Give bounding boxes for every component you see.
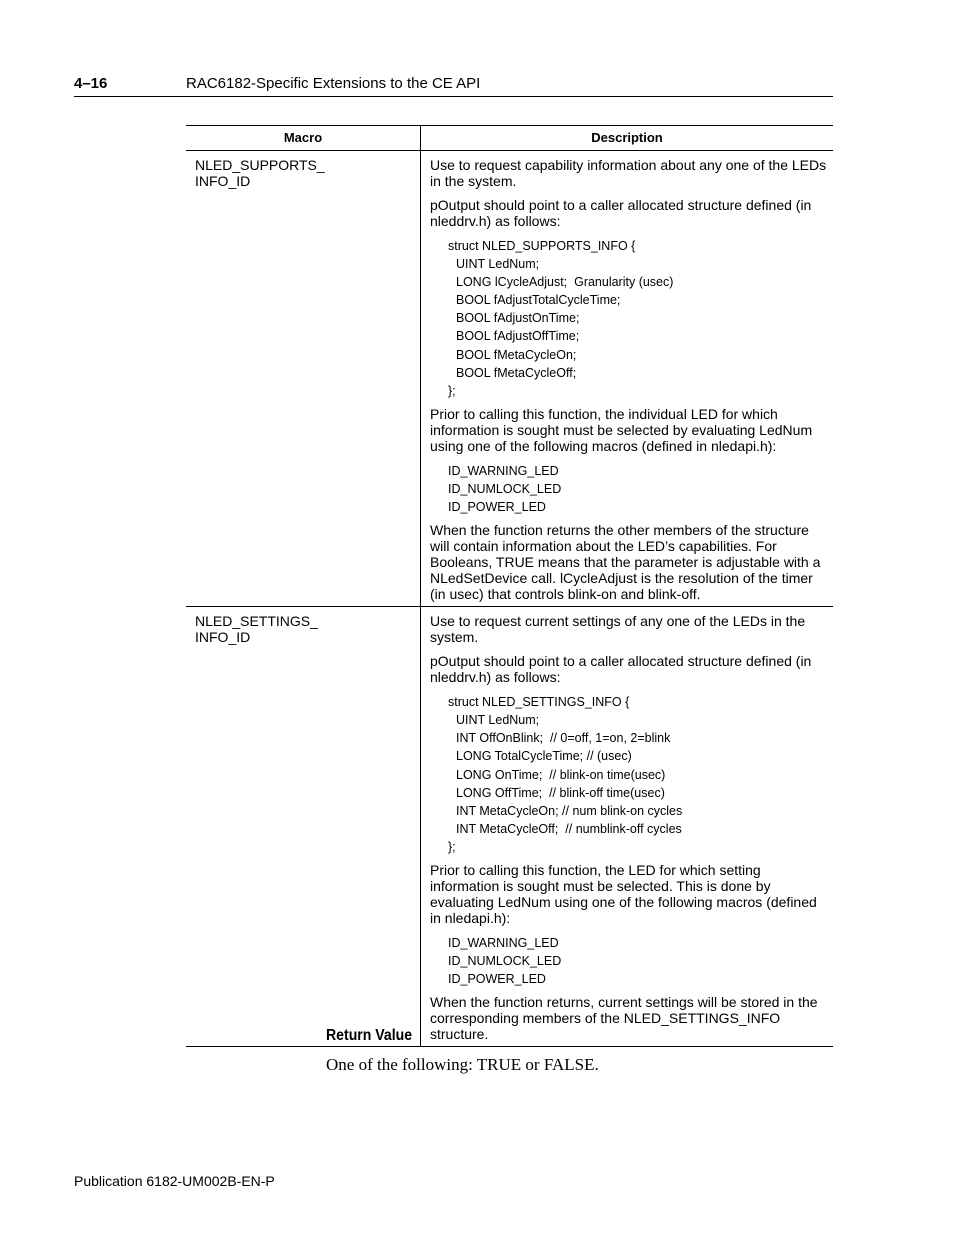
code-line: }; (448, 383, 456, 398)
macro-name-line: INFO_ID (195, 629, 251, 646)
code-line: ID_WARNING_LED (448, 463, 559, 478)
code-line: UINT LedNum; (456, 257, 540, 272)
macro-cell (186, 607, 421, 1047)
description-paragraph: Use to request capability information about any one of the LEDs in the system. (430, 157, 827, 189)
code-block (448, 237, 827, 400)
page-header (74, 75, 833, 97)
code-line: INT MetaCycleOn; // num blink-on cycles (456, 803, 683, 818)
code-line: ID_POWER_LED (448, 972, 546, 987)
description-paragraph: Use to request current settings of any one of the LEDs in the system. (430, 613, 806, 646)
code-line: BOOL fMetaCycleOn; (456, 347, 577, 362)
macro-name-line: NLED_SETTINGS_ (195, 613, 318, 630)
code-line: struct NLED_SETTINGS_INFO { (448, 695, 630, 710)
description-paragraph: pOutput should point to a caller allocated structure defined (in nleddrv.h) as follows: (430, 653, 812, 686)
page-number: 4–16 (74, 75, 108, 92)
code-line: BOOL fAdjustOnTime; (456, 311, 580, 326)
code-line: LONG TotalCycleTime; // (usec) (456, 749, 632, 764)
description-paragraph: When the function returns, current settings will be stored in the corresponding members of the NLED_SETTINGS_INFO structure. (430, 994, 818, 1043)
description-cell (421, 151, 834, 607)
code-line: LONG lCycleAdjust; Granularity (usec) (456, 275, 674, 290)
column-header-macro: Macro (186, 126, 421, 151)
macro-name-line: INFO_ID (195, 173, 251, 189)
code-line: struct NLED_SUPPORTS_INFO { (448, 239, 636, 253)
description-paragraph: pOutput should point to a caller allocated structure defined (in nleddrv.h) as follows: (430, 197, 812, 229)
code-block (448, 693, 827, 856)
return-value-heading: Return Value (326, 1027, 413, 1044)
header-title: RAC6182-Specific Extensions to the CE API (186, 75, 481, 92)
code-line: ID_WARNING_LED (448, 935, 559, 950)
macro-table (186, 125, 833, 1047)
code-line: ID_NUMLOCK_LED (448, 954, 562, 969)
macro-name-line: NLED_SUPPORTS_ (195, 157, 325, 173)
table-row (186, 607, 833, 1047)
table-row (186, 151, 833, 607)
code-line: BOOL fAdjustOffTime; (456, 329, 580, 344)
code-line: LONG OffTime; // blink-off time(usec) (456, 785, 665, 800)
code-line: ID_POWER_LED (448, 500, 546, 515)
code-block (448, 462, 827, 516)
code-line: BOOL fAdjustTotalCycleTime; (456, 293, 621, 308)
description-paragraph: Prior to calling this function, the LED for which setting information is sought must be selected. This is done by evaluating LedNum using one of the following macros (defined in nledapi.h): (430, 861, 817, 926)
macro-cell (186, 151, 421, 607)
code-block (448, 934, 827, 988)
description-paragraph: When the function returns the other members of the structure will contain information about the LED’s capabilities. For Booleans, TRUE means that the parameter is adjustable with a NLedSetDevice call. lCycleAdjust is the resolution of the timer (in usec) that controls blink-on and blink-off. (430, 522, 821, 603)
code-line: UINT LedNum; (456, 713, 540, 728)
code-line: BOOL fMetaCycleOff; (456, 365, 577, 380)
code-line: ID_NUMLOCK_LED (448, 481, 562, 496)
code-line: INT OffOnBlink; // 0=off, 1=on, 2=blink (456, 731, 671, 746)
description-paragraph: Prior to calling this function, the individual LED for which information is sought must be selected by evaluating LedNum using one of the following macros (defined in nledapi.h): (430, 405, 813, 454)
code-line: INT MetaCycleOff; // numblink-off cycles (456, 821, 682, 836)
description-cell (421, 607, 834, 1047)
return-value-text: One of the following: TRUE or FALSE. (326, 1055, 599, 1074)
publication-footer: Publication 6182-UM002B-EN-P (74, 1173, 275, 1189)
table-header-row (186, 126, 833, 151)
code-line: LONG OnTime; // blink-on time(usec) (456, 767, 666, 782)
code-line: }; (448, 839, 456, 854)
column-header-description: Description (421, 126, 834, 151)
